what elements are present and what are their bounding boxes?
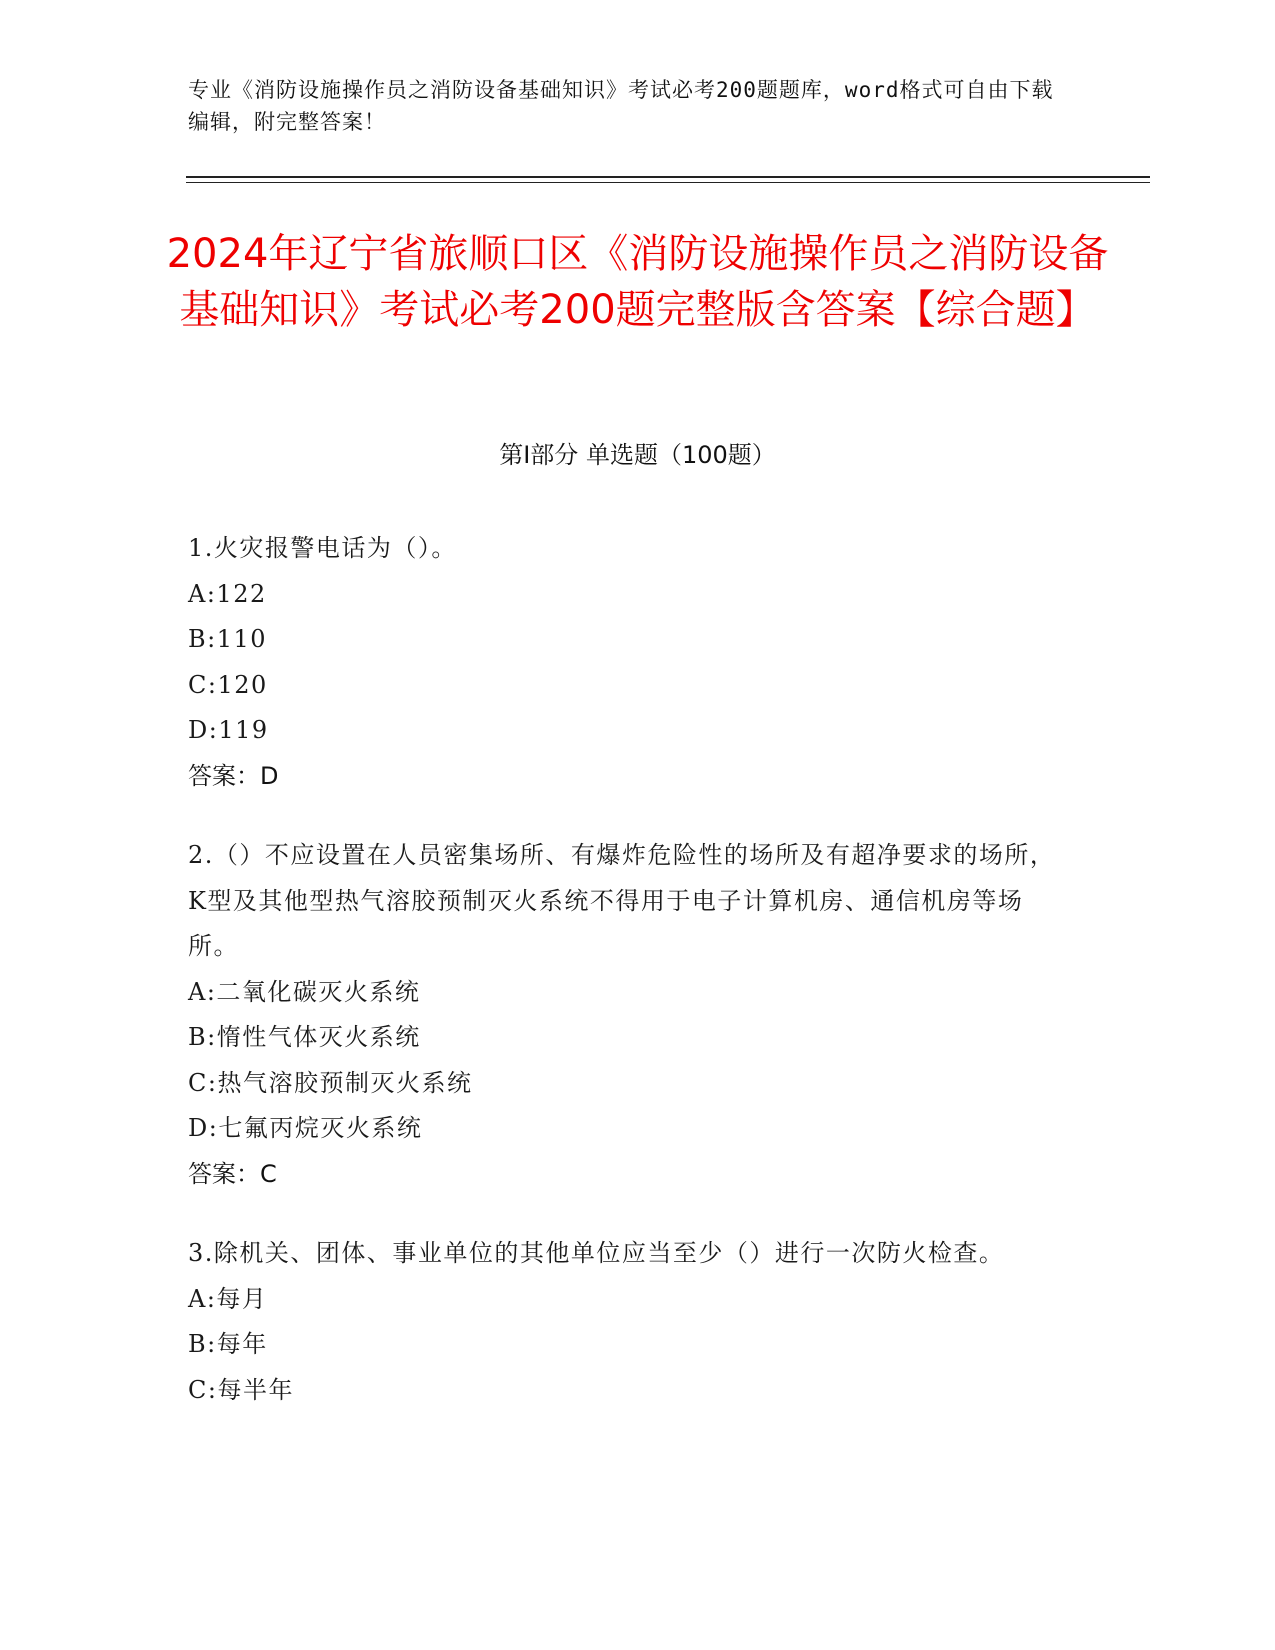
option-b: B:110 [188, 625, 268, 653]
option-c: C:每半年 [188, 1375, 294, 1404]
option-c: C:热气溶胶预制灭火系统 [188, 1068, 473, 1097]
section-title: 第Ⅰ部分 单选题（100题） [499, 441, 776, 469]
question-stem: 2.（）不应设置在人员密集场所、有爆炸危险性的场所及有超净要求的场所，K型及其他型热气溶胶预制灭火系统不得用于电子计算机房、通信机房等场所。 [188, 841, 1056, 960]
answer-line: 答案：C [188, 1159, 277, 1188]
option-a: A:二氧化碳灭火系统 [188, 977, 421, 1006]
question-3 [188, 1231, 1068, 1413]
option-c: C:120 [188, 670, 268, 699]
header-rule-thick [186, 176, 1150, 178]
header-note: 专业《消防设施操作员之消防设备基础知识》考试必考200题题库，word格式可自由下载编辑，附完整答案！ [188, 78, 1054, 134]
question-list [188, 526, 1068, 1447]
option-b: B:每年 [188, 1330, 268, 1358]
option-a: A:每月 [188, 1284, 268, 1313]
option-b: B:惰性气体灭火系统 [188, 1023, 421, 1051]
answer-line: 答案：D [188, 761, 279, 790]
header-rule-thin [186, 182, 1150, 183]
question-2 [188, 833, 1068, 1197]
document-title: 2024年辽宁省旅顺口区《消防设施操作员之消防设备基础知识》考试必考200题完整版含答案【综合题】 [166, 231, 1109, 333]
option-d: D:七氟丙烷灭火系统 [188, 1114, 423, 1142]
option-d: D:119 [188, 716, 269, 744]
question-1 [188, 526, 1068, 799]
question-stem: 3.除机关、团体、事业单位的其他单位应当至少（）进行一次防火检查。 [188, 1239, 1005, 1267]
option-a: A:122 [188, 579, 267, 608]
question-stem: 1.火灾报警电话为（）。 [188, 534, 457, 562]
